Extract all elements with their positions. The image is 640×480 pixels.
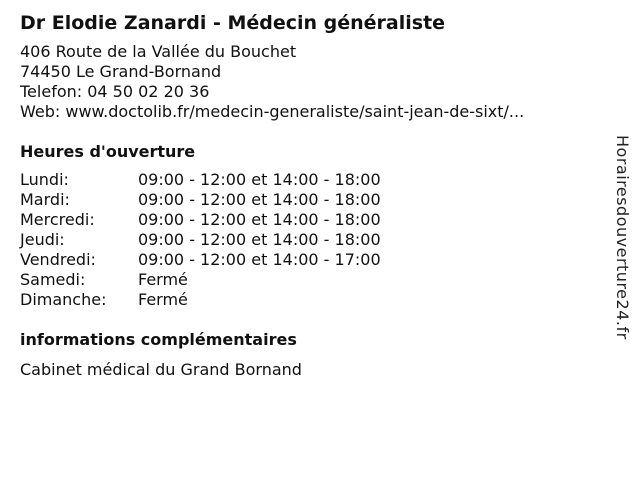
hours-row-dimanche: [20, 290, 600, 310]
hours-row-samedi: [20, 270, 600, 290]
hours-day: Mardi:: [20, 190, 70, 209]
hours-time: 09:00 - 12:00 et 14:00 - 18:00: [138, 170, 381, 189]
hours-day: Mercredi:: [20, 210, 95, 229]
website-link[interactable]: Web: www.doctolib.fr/medecin-generaliste/saint-jean-de-sixt/...: [20, 102, 525, 121]
hours-time: Fermé: [138, 270, 188, 289]
info-text: Cabinet médical du Grand Bornand: [20, 360, 302, 379]
address-street: 406 Route de la Vallée du Bouchet: [20, 42, 297, 61]
hours-row-jeudi: [20, 230, 600, 250]
hours-time: Fermé: [138, 290, 188, 309]
hours-row-mardi: [20, 190, 600, 210]
address-block: [20, 42, 600, 122]
address-city: 74450 Le Grand-Bornand: [20, 62, 222, 81]
hours-day: Jeudi:: [20, 230, 65, 249]
page-title: Dr Elodie Zanardi - Médecin généraliste: [20, 12, 446, 34]
hours-day: Samedi:: [20, 270, 86, 289]
hours-time: 09:00 - 12:00 et 14:00 - 18:00: [138, 230, 381, 249]
hours-row-mercredi: [20, 210, 600, 230]
hours-time: 09:00 - 12:00 et 14:00 - 18:00: [138, 190, 381, 209]
site-watermark: Horairesdouverture24.fr: [613, 135, 632, 340]
hours-time: 09:00 - 12:00 et 14:00 - 18:00: [138, 210, 381, 229]
hours-row-lundi: [20, 170, 600, 190]
hours-time: 09:00 - 12:00 et 14:00 - 17:00: [138, 250, 381, 269]
info-heading: informations complémentaires: [20, 330, 297, 349]
phone-number[interactable]: Telefon: 04 50 02 20 36: [20, 82, 210, 101]
hours-table: [20, 170, 600, 310]
hours-day: Lundi:: [20, 170, 69, 189]
hours-row-vendredi: [20, 250, 600, 270]
hours-heading: Heures d'ouverture: [20, 142, 196, 161]
business-card: [20, 10, 600, 380]
hours-day: Vendredi:: [20, 250, 96, 269]
hours-day: Dimanche:: [20, 290, 107, 309]
